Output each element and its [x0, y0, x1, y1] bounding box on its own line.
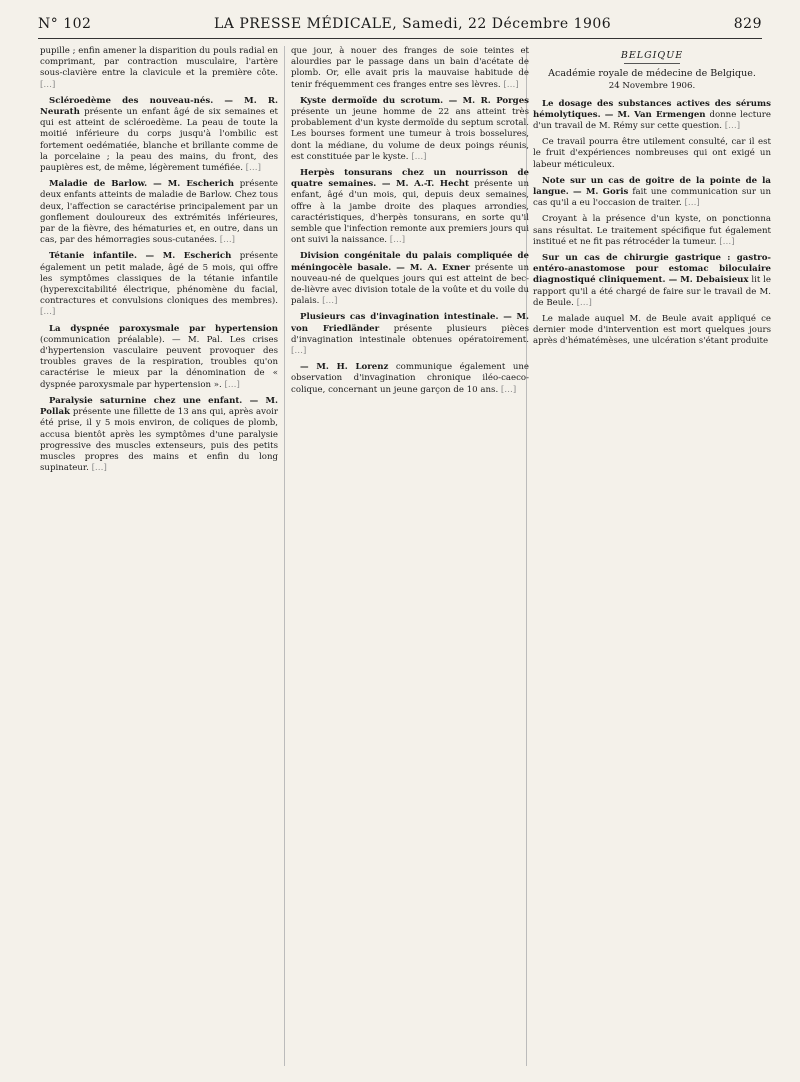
article-paragraph: Scléroedème des nouveau-nés. — M. R. Neurath présente un enfant âgé de six semaines et qui est atteint de scléroedème. La peau de toute la moitié inférieure du corps jusqu'à l'ombilic est fortement oedématiée, blanche et brillante comme de la porcelaine ; la peau des mains, du front, des paupières est, de même, légèrement tuméfiée. […] — [40, 95, 278, 174]
article-heading: Division congénitale du palais compliquée de méningocèle basale. — M. A. Exner — [291, 251, 529, 273]
article-heading: Note sur un cas de goitre de la pointe de la langue. — M. Goris — [533, 175, 771, 198]
column-divider — [284, 46, 285, 1066]
article-heading: Tétanie infantile. — M. Escherich — [49, 251, 232, 262]
issue-number: N° 102 — [38, 16, 92, 32]
column-middle — [291, 46, 529, 1066]
article-paragraph: Le dosage des substances actives des sérums hémolytiques. — M. Van Ermengen donne lecture d'un travail de M. Rémy sur cette question. […] — [533, 98, 771, 132]
article-paragraph: Plusieurs cas d'invagination intestinale. — M. von Friedländer présente plusieurs pièces d'invagination intestinale obtenues opératoirement. […] — [291, 312, 529, 357]
column-left — [40, 46, 278, 1066]
article-heading: — M. H. Lorenz — [300, 362, 389, 373]
article-paragraph: Herpès tonsurans chez un nourrisson de quatre semaines. — M. A.-T. Hecht présente un enfant, âgé d'un mois, qui, depuis deux semaines, offre à la jambe droite des plaques arrondies, caractéristiques, d'herpès tonsurans, en sorte qu'il semble que l'infection remonte aux premiers jours qui ont suivi la naissance. […] — [291, 168, 529, 246]
running-head — [38, 16, 762, 36]
article-heading: Kyste dermoïde du scrotum. — M. R. Porges — [300, 95, 529, 106]
article-paragraph: Le malade auquel M. de Beule avait appliqué ce dernier mode d'intervention est mort quelques jours après d'hématémèses, une ulcération s'étant produite — [533, 314, 771, 347]
article-heading: Sur un cas de chirurgie gastrique : gastro-entéro-anastomose pour estomac biloculaire diagnostiqué cliniquement. — M. Debaisieux — [533, 253, 771, 286]
society-name: Académie royale de médecine de Belgique. — [548, 68, 756, 80]
article-paragraph: Note sur un cas de goitre de la pointe de la langue. — M. Goris fait une communication sur un cas qu'il a eu l'occasion de traiter. […] — [533, 175, 771, 209]
column-right — [533, 46, 771, 1066]
article-paragraph: Sur un cas de chirurgie gastrique : gastro-entéro-anastomose pour estomac biloculaire diagnostiqué cliniquement. — M. Debaisieux lit le rapport qu'il a été chargé de faire sur le travail de M. de Beule. […] — [533, 253, 771, 308]
header-rule — [38, 38, 762, 39]
article-paragraph: pupille ; enfin amener la disparition du pouls radial en comprimant, par contraction musculaire, l'artère sous-clavière entre la clavicule et la première côte. […] — [40, 46, 278, 90]
article-paragraph: — M. H. Lorenz communique également une observation d'invagination chronique iléo-caeco-colique, concernant un jeune garçon de 10 ans. […] — [291, 362, 529, 395]
article-heading: La dyspnée paroxysmale par hypertension — [49, 323, 278, 334]
article-paragraph: Tétanie infantile. — M. Escherich présente également un petit malade, âgé de 5 mois, qui offre les symptômes classiques de la tétanie infantile (hyperexcitabilité électrique, phénomène du facial, contractures et convulsions cloniques des membres). […] — [40, 251, 278, 318]
page-number: 829 — [733, 16, 762, 32]
article-heading: Le dosage des substances actives des sérums hémolytiques. — M. Van Ermengen — [533, 98, 771, 120]
article-paragraph: Kyste dermoïde du scrotum. — M. R. Porges présente un jeune homme de 22 ans atteint très probablement d'un kyste dermoïde du septum scrotal. Les bourses forment une tumeur à trois bosselures, dont la médiane, du volume de deux poings réunis, est constituée par le kyste. […] — [291, 95, 529, 162]
section-title: BELGIQUE — [620, 50, 684, 61]
article-heading: Maladie de Barlow. — M. Escherich — [49, 179, 234, 190]
section-rule — [624, 63, 680, 64]
article-heading: Herpès tonsurans chez un nourrisson de quatre semaines. — M. A.-T. Hecht — [291, 168, 529, 190]
article-paragraph: Ce travail pourra être utilement consulté, car il est le fruit d'expériences nombreuses qui ont exigé un labeur méticuleux. — [533, 137, 771, 170]
article-heading: Plusieurs cas d'invagination intestinale. — M. von Friedländer — [291, 312, 529, 334]
article-heading: Scléroedème des nouveau-nés. — M. R. Neurath — [40, 95, 278, 118]
journal-title: LA PRESSE MÉDICALE, Samedi, 22 Décembre 1906 — [213, 16, 612, 32]
article-paragraph: Paralysie saturnine chez une enfant. — M. Pollak présente une fillette de 13 ans qui, après avoir été prise, il y 5 mois environ, de coliques de plomb, accusa bientôt après les symptômes d'une paralysie progressive des muscles extenseurs, puis des petits muscles propres des mains et enfin du long supinateur. […] — [40, 395, 278, 474]
article-paragraph: Division congénitale du palais compliquée de méningocèle basale. — M. A. Exner présente un nouveau-né de quelques jours qui est atteint de bec-de-lièvre avec division totale de la voûte et du voile du palais. […] — [291, 251, 529, 307]
article-paragraph: La dyspnée paroxysmale par hypertension (communication préalable). — M. Pal. Les crises d'hypertension vasculaire peuvent provoquer des troubles graves de la respiration, troubles qu'on caractérise le mieux par la dénomination de « dyspnée paroxysmale par hypertension ». […] — [40, 323, 278, 390]
session-date: 24 Novembre 1906. — [608, 81, 696, 92]
article-heading: Paralysie saturnine chez une enfant. — M. Pollak — [40, 395, 278, 418]
article-paragraph: Maladie de Barlow. — M. Escherich présente deux enfants atteints de maladie de Barlow. Chez tous deux, l'affection se caractérise principalement par un gonflement douloureux des extrémités inférieures, par de la fièvre, des hématuries et, en outre, dans un cas, par des hémorragies sous-cutanées. […] — [40, 179, 278, 246]
article-paragraph: Croyant à la présence d'un kyste, on ponctionna sans résultat. Le traitement spécifique fut également institué et ne fit pas rétrocéder la tumeur. […] — [533, 214, 771, 247]
article-paragraph: que jour, à nouer des franges de soie teintes et alourdies par le passage dans un bain d'acétate de plomb. Or, elle avait pris la mauvaise habitude de tenir fréquemment ces franges entre ses lèvres. […] — [291, 46, 529, 90]
